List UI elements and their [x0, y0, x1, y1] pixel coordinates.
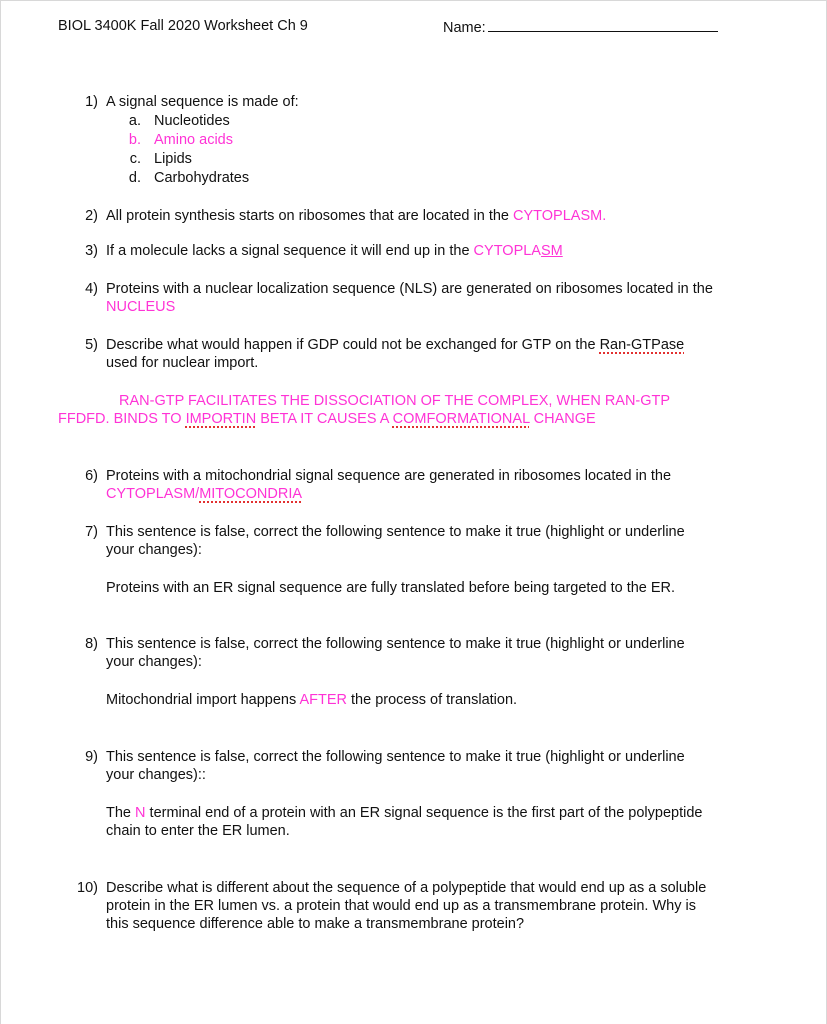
answer-part: CYTOPLA — [473, 243, 541, 259]
question-number: 4) — [85, 281, 98, 297]
sentence-part: terminal end of a protein with an ER signal sequence is the first part of the polypeptide — [149, 805, 703, 821]
answer-text: CYTOPLASM. — [513, 208, 607, 224]
question-text: Describe what is different about the sequence of a polypeptide that would end up as a soluble — [106, 880, 707, 896]
misspelled-word: IMPORTIN — [185, 411, 257, 427]
sentence-part: Mitochondrial import happens — [106, 692, 297, 708]
question-text: This sentence is false, correct the following sentence to make it true (highlight or underline — [106, 749, 685, 765]
question-text-line2: used for nuclear import. — [106, 355, 259, 371]
question-text-line2: your changes): — [106, 654, 202, 670]
name-blank-line — [488, 18, 718, 32]
worksheet-title: BIOL 3400K Fall 2020 Worksheet Ch 9 — [58, 18, 308, 34]
option-letter: c. — [129, 151, 141, 167]
question-text-body: Describe what would happen if GDP could not be exchanged for GTP on the — [106, 337, 596, 353]
sentence-part: The — [106, 805, 131, 821]
question-number: 1) — [85, 94, 98, 110]
question-number: 3) — [85, 243, 98, 259]
question-text — [106, 243, 563, 259]
option-text-selected: Amino acids — [154, 132, 233, 148]
question-text: This sentence is false, correct the following sentence to make it true (highlight or underline — [106, 636, 685, 652]
corrected-sentence — [106, 692, 517, 708]
option-letter: d. — [128, 170, 141, 186]
answer-part: CYTOPLASM/ — [106, 486, 200, 502]
answer-text: NUCLEUS — [106, 299, 176, 315]
question-number: 7) — [85, 524, 98, 540]
question-number: 9) — [85, 749, 98, 765]
option-text: Carbohydrates — [154, 170, 250, 186]
answer-text: N — [135, 805, 146, 821]
sentence-part: the process of translation. — [351, 692, 518, 708]
answer-text — [106, 486, 302, 502]
question-text: This sentence is false, correct the following sentence to make it true (highlight or underline — [106, 524, 685, 540]
question-number: 8) — [85, 636, 98, 652]
answer-text: AFTER — [299, 692, 347, 708]
option-text: Nucleotides — [154, 113, 230, 129]
name-label: Name: — [443, 20, 486, 36]
misspelled-word: COMFORMATIONAL — [392, 411, 530, 427]
answer-part: FFDFD. BINDS TO — [58, 411, 182, 427]
question-text: Proteins with a nuclear localization sequence (NLS) are generated on ribosomes located in the — [106, 281, 713, 297]
option-text: Lipids — [154, 151, 192, 167]
misspelled-word: Ran-GTPase — [599, 337, 685, 353]
question-text-line2: protein in the ER lumen vs. a protein that would end up as a transmembrane protein. Why is — [106, 898, 696, 914]
answer-part-underlined: SM — [540, 243, 563, 259]
corrected-sentence-line2: chain to enter the ER lumen. — [106, 823, 290, 839]
question-text: A signal sequence is made of: — [106, 94, 299, 110]
question-number: 5) — [85, 337, 98, 353]
answer-line-1: RAN-GTP FACILITATES THE DISSOCIATION OF THE COMPLEX, WHEN RAN-GTP — [119, 393, 671, 409]
answer-line-2 — [58, 411, 596, 427]
misspelled-word: MITOCONDRIA — [199, 486, 303, 502]
question-number: 2) — [85, 208, 98, 224]
answer-text — [474, 243, 563, 259]
question-text-line2: your changes):: — [106, 767, 206, 783]
answer-part: BETA IT CAUSES A — [260, 411, 389, 427]
answer-part: CHANGE — [533, 411, 596, 427]
name-field — [443, 18, 718, 36]
question-text-body: All protein synthesis starts on ribosomes that are located in the — [106, 208, 509, 224]
false-sentence: Proteins with an ER signal sequence are fully translated before being targeted to the ER. — [106, 580, 676, 596]
question-number: 10) — [77, 880, 98, 896]
question-text-line2: your changes): — [106, 542, 202, 558]
question-text — [106, 208, 606, 224]
question-text-body: If a molecule lacks a signal sequence it will end up in the — [106, 243, 470, 259]
question-text: Proteins with a mitochondrial signal sequence are generated in ribosomes located in the — [106, 468, 672, 484]
corrected-sentence — [106, 805, 702, 821]
question-text-line3: this sequence difference able to make a transmembrane protein? — [106, 916, 525, 932]
question-text — [106, 337, 684, 353]
option-letter: a. — [128, 113, 141, 129]
option-letter-selected: b. — [128, 132, 141, 148]
question-number: 6) — [85, 468, 98, 484]
